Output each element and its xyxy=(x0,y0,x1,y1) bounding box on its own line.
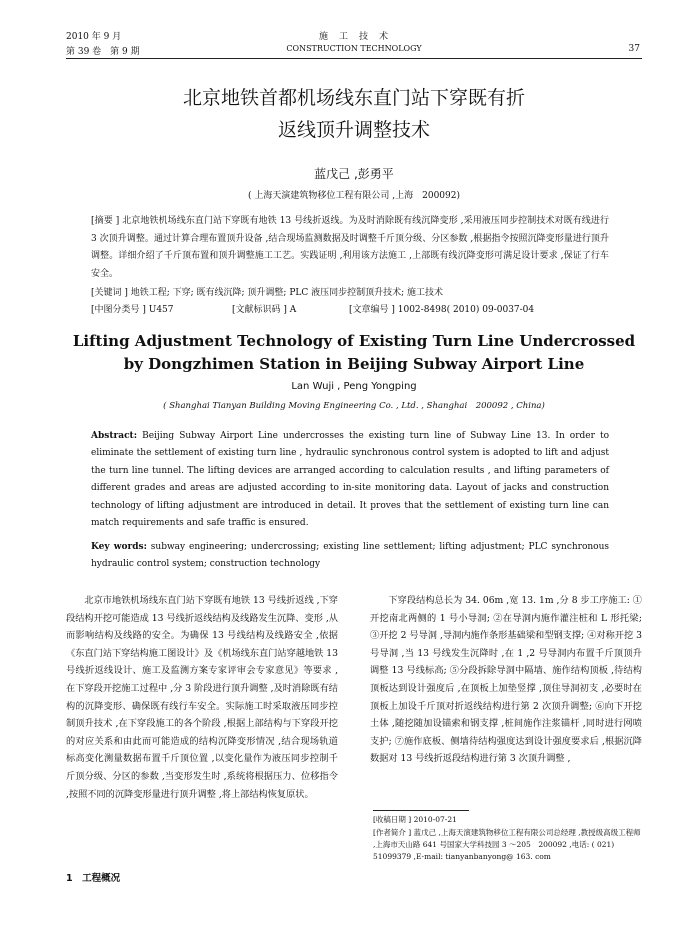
volume-issue: 第 39 卷 第 9 期 xyxy=(66,47,140,57)
title-cn-line2: 返线顶升调整技术 xyxy=(277,119,430,141)
article-number: [文章编号 ] 1002-8498( 2010) 09-0037-04 xyxy=(349,305,535,315)
keywords-en-text: subway engineering; undercrossing; existing line settlement; lifting adjustment; PLC synchronous hydraulic control system; construction technology xyxy=(91,542,610,570)
document-code: [文献标识码 ] A xyxy=(232,305,297,315)
journal-name-cn: 施 工 技 术 xyxy=(318,32,389,42)
title-cn-line1: 北京地铁首都机场线东直门站下穿既有折 xyxy=(182,87,525,109)
affiliation-cn: ( 上海天演建筑物移位工程有限公司 ,上海 200092) xyxy=(248,191,460,201)
abstract-cn: [摘要 ] 北京地铁机场线东直门站下穿既有地铁 13 号线折返线。为及时消除既有线沉降变形 ,采用液压同步控制技术对既有线进行 3 次顶升调整。通过计算合理布置顶升设备 ,结合现场监测数据及时调整千斤顶分级、分区参数 ,根据指令按照沉降变形量进行顶升调整。详细介绍了千斤顶布置和顶升调整施工工艺。实践证明 ,利用该方法施工 ,上部既有线沉降变形可满足设计要求 ,保证了行车安全。 xyxy=(91,216,609,279)
abstract-en-text: Beijing Subway Airport Line undercrosses the existing turn line of Subway Line 13. In order to eliminate the settlement of existing turn line , hydraulic synchronous control system is adopted to lift and adjust the turn line tunnel. The lifting devices are arranged according to calculation results , and lifting parameters of different grades and areas are adjusted according to in-site monitoring data. Layout of jacks and construction technology of lifting adjustment are introduced in detail. It proves that the settlement of existing turn line can match requirements and safe traffic is ensured. xyxy=(91,431,609,529)
title-en-line1: Lifting Adjustment Technology of Existing Turn Line Undercrossed xyxy=(72,332,636,350)
abstract-en xyxy=(91,428,609,532)
title-en-line2: by Dongzhimen Station in Beijing Subway Airport Line xyxy=(123,355,585,373)
footnote-rule xyxy=(373,810,469,811)
section-heading-overview: 1 工程概况 xyxy=(66,873,121,884)
body-right-column xyxy=(370,592,642,768)
page-number: 37 xyxy=(628,44,640,54)
clc-number: [中图分类号 ] U457 xyxy=(91,305,174,315)
keywords-cn: [关键词 ] 地铁工程; 下穿; 既有线沉降; 顶升调整; PLC 液压同步控制顶升技术; 施工技术 xyxy=(91,288,443,298)
keywords-en xyxy=(91,539,609,574)
received-date: [收稿日期 ] 2010-07-21 xyxy=(373,815,457,824)
authors-en: Lan Wuji , Peng Yongping xyxy=(291,381,417,392)
authors-cn: 蓝戊己 ,彭勇平 xyxy=(314,167,394,181)
construction-steps-paragraph: 下穿段结构总长为 34. 06m ,宽 13. 1m ,分 8 步工序施工: ①开挖南北两侧的 1 号小导洞; ②在导洞内施作灌注桩和 L 形托梁; ③开挖 2 号导洞 ,导洞内施作条形基础梁和型钢支撑; ④对称开挖 3 号导洞 ,当 13 号线发生沉降时 ,在 1 ,2 号导洞内布置千斤顶顶升调整 13 号线标高; ⑤分段拆除导洞中隔墙、施作结构顶板 ,待结构顶板达到设计强度后 ,在顶板上加垫竖撑 ,顶住导洞初支 ,必要时在顶板上加设千斤顶对折返线结构进行第 2 次顶升调整; ⑥向下开挖土体 ,随挖随加设锚索和钢支撑 ,桩间施作注浆锚杆 ,同时进行网喷支护; ⑦施作底板、侧墙待结构强度达到设计强度要求后 ,根据沉降数据对 13 号线折返段结构进行第 3 次顶升调整 , xyxy=(370,595,642,765)
keywords-en-label: Key words: xyxy=(91,542,147,552)
body-left-column xyxy=(66,592,338,803)
affiliation-en: ( Shanghai Tianyan Building Moving Engineering Co. , Ltd. , Shanghai 200092 , China) xyxy=(163,401,545,411)
issue-date: 2010 年 9 月 xyxy=(66,32,122,42)
intro-paragraph: 北京市地铁机场线东直门站下穿既有地铁 13 号线折返线 ,下穿段结构开挖可能造成 13 号线折返线结构及线路发生沉降、变形 ,从而影响结构及线路的安全。为确保 13 号线结构及线路安全 ,依据《东直门站下穿结构施工图设计》及《机场线东直门站穿越地铁 13 号线折返线设计、施工及监测方案专家评审会专家意见》等要求 ,在下穿段开挖施工过程中 ,分 3 阶段进行顶升调整 ,及时消除既有结构的沉降变形、确保既有线行车安全。实际施工时采取液压同步控制顶升技术 ,在下穿段施工的各个阶段 ,根据上部结构与下穿段开挖的对应关系和由此而可能造成的结构沉降变形情况 ,结合现场轨道标高变化测量数据布置千斤顶位置 ,以变化量作为液压同步控制千斤顶分级、分区的参数 ,当变形发生时 ,系统将根据压力、位移指令 ,按照不同的沉降变形量进行顶升调整 ,将上部结构恢复原状。 xyxy=(66,595,338,800)
author-bio: [作者简介 ] 蓝戊己 ,上海天演建筑物移位工程有限公司总经理 ,教授级高级工程师 ,上海市天山路 641 号国家大学科技园 3 ～205 200092 ,电话: ( 021) 51099379 ,E-mail: tianyanbanyong@ 163. com xyxy=(373,828,641,861)
abstract-en-label: Abstract: xyxy=(91,431,138,441)
header-rule xyxy=(66,58,642,59)
journal-name-en: CONSTRUCTION TECHNOLOGY xyxy=(286,44,422,53)
